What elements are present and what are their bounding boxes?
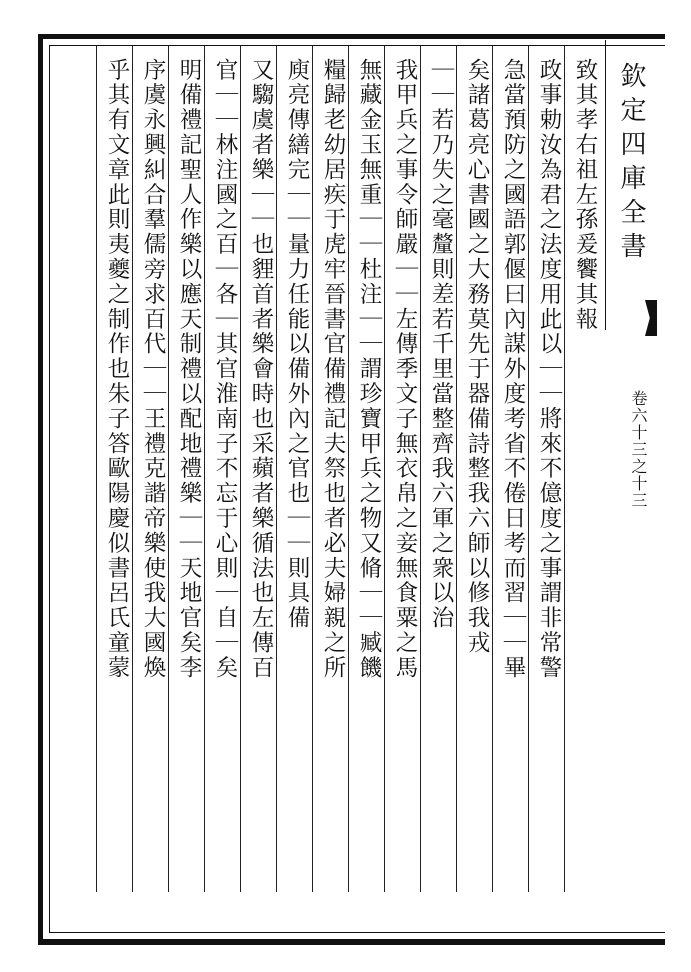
column-divider [528, 46, 529, 892]
text-column: 庾亮傳繕完｜｜量力任能以備外內之官也｜｜則具備 [284, 58, 310, 631]
text-column: 致其孝右祖左孫爰饗其報 [572, 58, 598, 332]
volume-label: 卷六十三之十三 [629, 390, 648, 509]
text-column: 急當預防之國語郭偃曰內謀外度考省不倦日考而習｜｜畢 [500, 58, 526, 681]
text-column: 官｜｜林注國之百｜各｜其官淮南子不忘于心則｜自｜矣 [212, 58, 238, 681]
column-divider [168, 46, 169, 892]
text-column: 無藏金玉無重｜｜杜注｜｜謂珍寶甲兵之物又脩｜｜臧饑 [356, 58, 382, 681]
text-column: 矣諸葛亮心書國之大務莫先于器備詩整我六師以修我戎 [464, 58, 490, 656]
column-divider [456, 46, 457, 892]
text-column: 糧歸老幼居疾于虎牢晉書官備禮記夫祭也者必夫婦親之所 [320, 58, 346, 681]
column-divider [492, 46, 493, 892]
column-divider [240, 46, 241, 892]
text-column: ｜｜若乃失之毫釐則差若千里當整齊我六軍之衆以治 [428, 58, 454, 631]
column-divider [384, 46, 385, 892]
column-divider [276, 46, 277, 892]
column-divider [312, 46, 313, 892]
column-divider [420, 46, 421, 892]
column-divider [96, 46, 97, 892]
column-divider [564, 46, 565, 892]
column-divider [348, 46, 349, 892]
column-divider [132, 46, 133, 892]
text-column: 乎其有文章此則夷夔之制作也朱子答歐陽慶似書呂氏童蒙 [104, 58, 130, 681]
text-column: 序虞永興糾合羣儒旁求百代｜｜王禮克諧帝樂使我大國煥 [140, 58, 166, 681]
text-column: 又騶虞者樂｜｜也貍首者樂會時也采蘋者樂循法也左傳百 [248, 58, 274, 681]
column-divider [204, 46, 205, 892]
text-column: 我甲兵之事令師嚴｜｜左傳季文子無衣帛之妾無食粟之馬 [392, 58, 418, 681]
text-column: 政事勅汝為君之法度用此以｜｜將來不億度之事謂非常警 [536, 58, 562, 681]
text-column: 明備禮記聖人作樂以應天制禮以配地禮樂｜｜天地官矣李 [176, 58, 202, 681]
book-title: 欽定四庫全書 [616, 62, 646, 266]
